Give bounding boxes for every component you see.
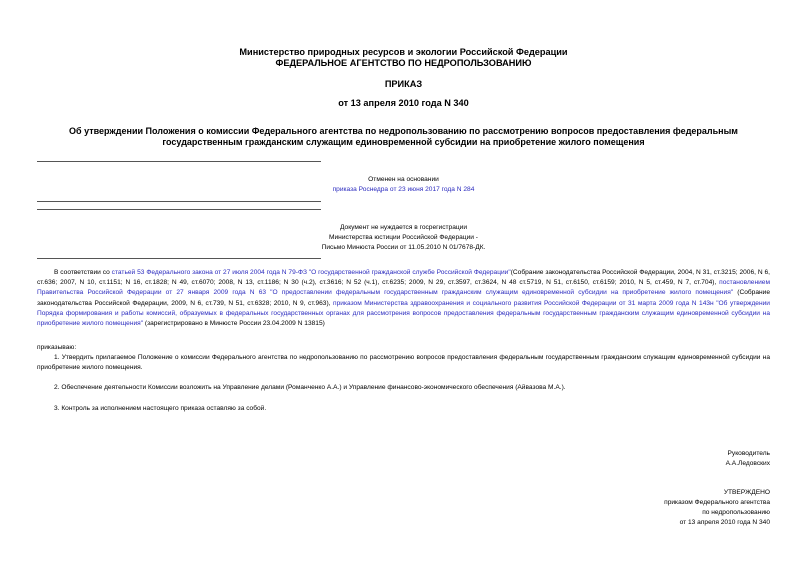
preamble-paragraph	[37, 268, 770, 329]
divider-3	[37, 258, 321, 259]
divider-top	[37, 161, 321, 162]
preamble-text-2: (Собрание законодательства Российской Федерации, 2004, N 31, ст.3215; 2006, N 6, ст.636; 2007, N 10, ст.1151; N 16, ст.1828; N 49, ст.6070; 2008, N 13, ст.1186; N 30 (ч.2), ст.3616; N 52 (ч.1), ст.6235; 2009, N 29, ст.3597, ст.3624, N 48 ст.5719, N 51, ст.6150, ст.6159; 2010, N 5, ст.459, N 7, ст.704),	[37, 269, 770, 287]
agency-name: ФЕДЕРАЛЬНОЕ АГЕНТСТВО ПО НЕДРОПОЛЬЗОВАНИЮ	[275, 58, 532, 68]
cancellation-note: Отменен на основании	[368, 176, 439, 183]
signature-name: А.А.Ледовских	[725, 460, 770, 467]
approved-stamp-line-4: от 13 апреля 2010 года N 340	[679, 519, 770, 526]
approved-stamp-line-3: по недропользованию	[702, 509, 770, 516]
order-item-2: 2. Обеспечение деятельности Комиссии возложить на Управление делами (Романченко А.А.) и Управление финансово-экономического обеспечения (Айвазова М.А.).	[54, 384, 566, 391]
registration-note-line-2: Министерства юстиции Российской Федерации -	[329, 234, 478, 241]
preamble-text-3: (Собрание законодательства Российской Федерации, 2009, N 6, ст.739, N 51, ст.6328; 2010, N 9, ст.963),	[37, 289, 770, 307]
document-title-line-2: государственным гражданским служащим единовременной субсидии на приобретение жилого помещения	[162, 137, 645, 147]
approved-stamp-line-2: приказом Федерального агентства	[664, 499, 770, 506]
registration-note-line-1: Документ не нуждается в госрегистрации	[339, 224, 468, 231]
registration-note-line-3: Письмо Минюста России от 11.05.2010 N 01/7678-ДК.	[321, 244, 486, 251]
cancellation-link[interactable]: приказа Роснедра от 23 июня 2017 года N 284	[332, 186, 475, 193]
order-item-1: 1. Утвердить прилагаемое Положение о комиссии Федерального агентства по недропользованию по рассмотрению вопросов предоставления федеральным государственным гражданским служащим единовременной субсидии на приобретение жилого помещения.	[37, 354, 770, 372]
order-word: приказываю:	[37, 344, 77, 351]
ministry-order-link[interactable]: приказом Министерства здравоохранения и социального развития Российской Федерации от 31 марта 2009 года N 143н "Об утверждении Порядка формирования и работы комиссий, образуемых в федеральных государственных органах для рассмотрения вопросов предоставления федеральным государственным гражданским служащим единовременной субсидии на приобретение жилого помещения"	[37, 299, 770, 328]
federal-law-link[interactable]: статьей 53 Федерального закона от 27 июля 2004 года N 79-ФЗ "О государственной гражданской службе Российской Федерации"	[111, 269, 511, 276]
preamble-text-1: В соответствии со	[54, 269, 112, 276]
divider-2	[37, 209, 321, 210]
government-decree-link[interactable]: постановлением Правительства Российской Федерации от 27 января 2009 года N 63 "О предоставлении федеральным государственным гражданским служащим единовременной субсидии на приобретение жилого помещения"	[37, 279, 770, 297]
preamble-text-4: (зарегистрировано в Минюсте России 23.04.2009 N 13815)	[143, 320, 325, 328]
divider-1	[37, 201, 321, 202]
ministry-name: Министерство природных ресурсов и экологии Российской Федерации	[239, 47, 568, 57]
document-type: ПРИКАЗ	[384, 79, 423, 89]
document-date-number: от 13 апреля 2010 года N 340	[338, 98, 469, 108]
signature-position: Руководитель	[727, 450, 770, 457]
approved-stamp-line-1: УТВЕРЖДЕНО	[723, 489, 770, 496]
document-title-line-1: Об утверждении Положения о комиссии Федерального агентства по недропользованию по рассмотрению вопросов предоставления федеральным	[69, 126, 738, 136]
order-item-3: 3. Контроль за исполнением настоящего приказа оставляю за собой.	[54, 405, 267, 412]
